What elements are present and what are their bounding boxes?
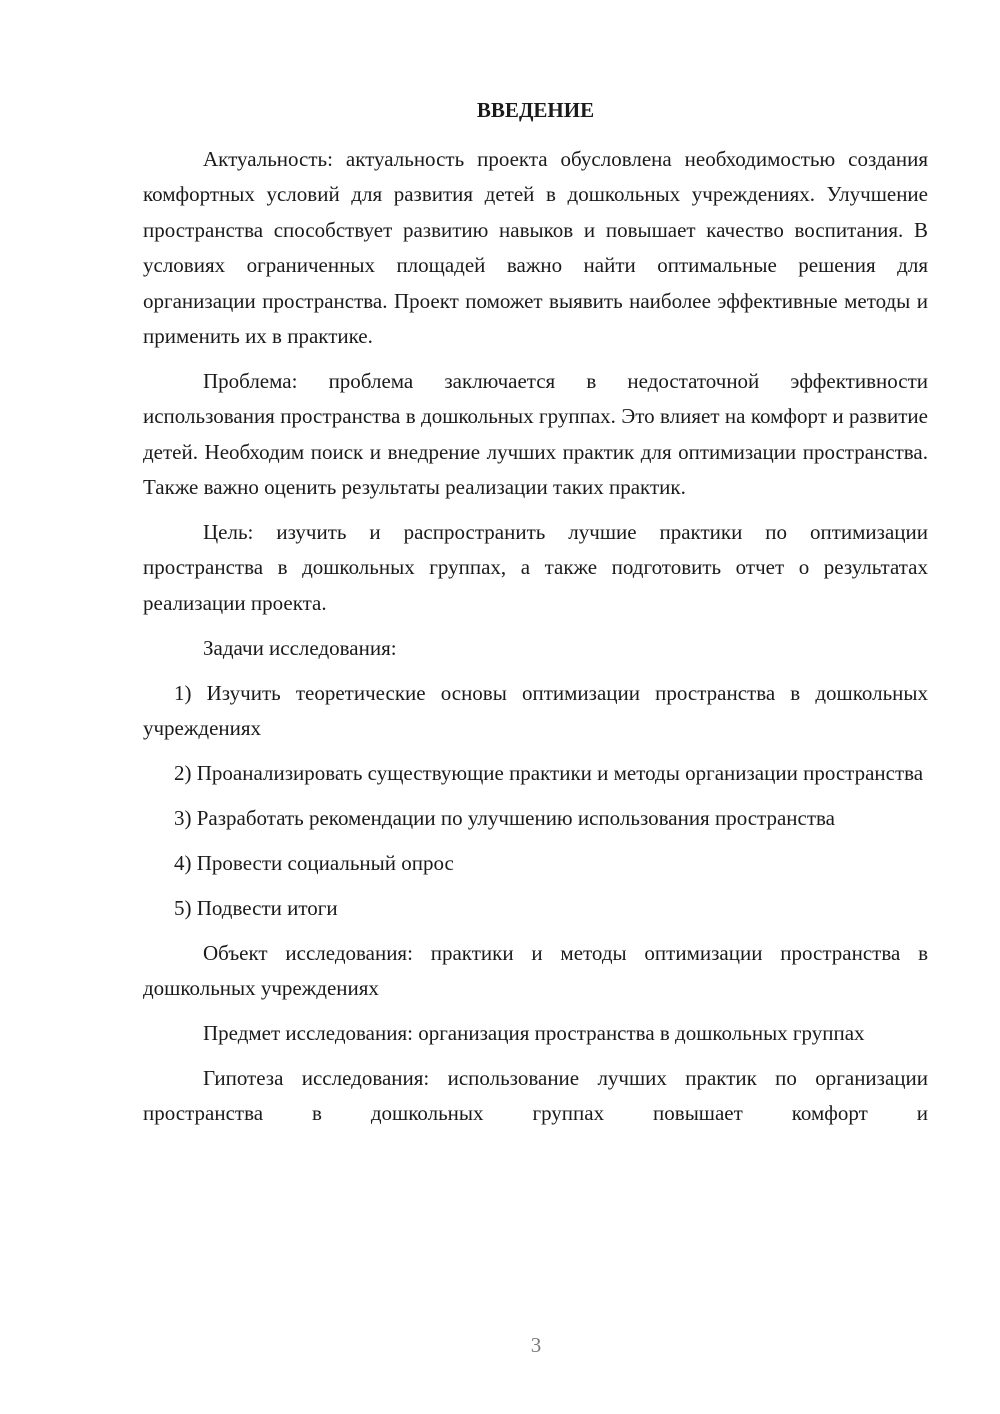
page-number: 3 [530,1333,542,1357]
paragraph-goal: Цель: изучить и распространить лучшие практики по оптимизации пространства в дошкольных группах, а также подготовить отчет о результатах реализации проекта. [143,520,928,615]
paragraph-problem: Проблема: проблема заключается в недостаточной эффективности использования пространства в дошкольных группах. Это влияет на комфорт и развитие детей. Необходим поиск и внедрение лучших практик для оптимизации пространства. Также важно оценить результаты реализации таких практик. [143,368,928,500]
paragraph-hypothesis: Гипотеза исследования: использование лучших практик по организации пространства в дошкольных группах повышает комфорт и [143,1065,928,1126]
task-item-1: 1) Изучить теоретические основы оптимизации пространства в дошкольных учреждениях [143,680,928,741]
task-item-2: 2) Проанализировать существующие практики и методы организации пространства [174,761,924,785]
paragraph-subject: Предмет исследования: организация пространства в дошкольных группах [203,1020,865,1045]
task-item-5: 5) Подвести итоги [174,895,338,920]
task-item-4: 4) Провести социальный опрос [174,850,454,875]
paragraph-relevance: Актуальность: актуальность проекта обусловлена необходимостью создания комфортных условий для развития детей в дошкольных учреждениях. Улучшение пространства способствует развитию навыков и повышает качество воспитания. В условиях ограниченных площадей важно найти оптимальные решения для организации пространства. Проект поможет выявить наиболее эффективные методы и применить их в практике. [143,147,928,349]
task-item-3: 3) Разработать рекомендации по улучшению использования пространства [174,805,835,830]
document-page [143,95,928,1141]
paragraph-object: Объект исследования: практики и методы оптимизации пространства в дошкольных учреждениях [143,940,928,1001]
paragraph-tasks-heading: Задачи исследования: [203,635,397,660]
section-heading: ВВЕДЕНИЕ [476,98,595,122]
